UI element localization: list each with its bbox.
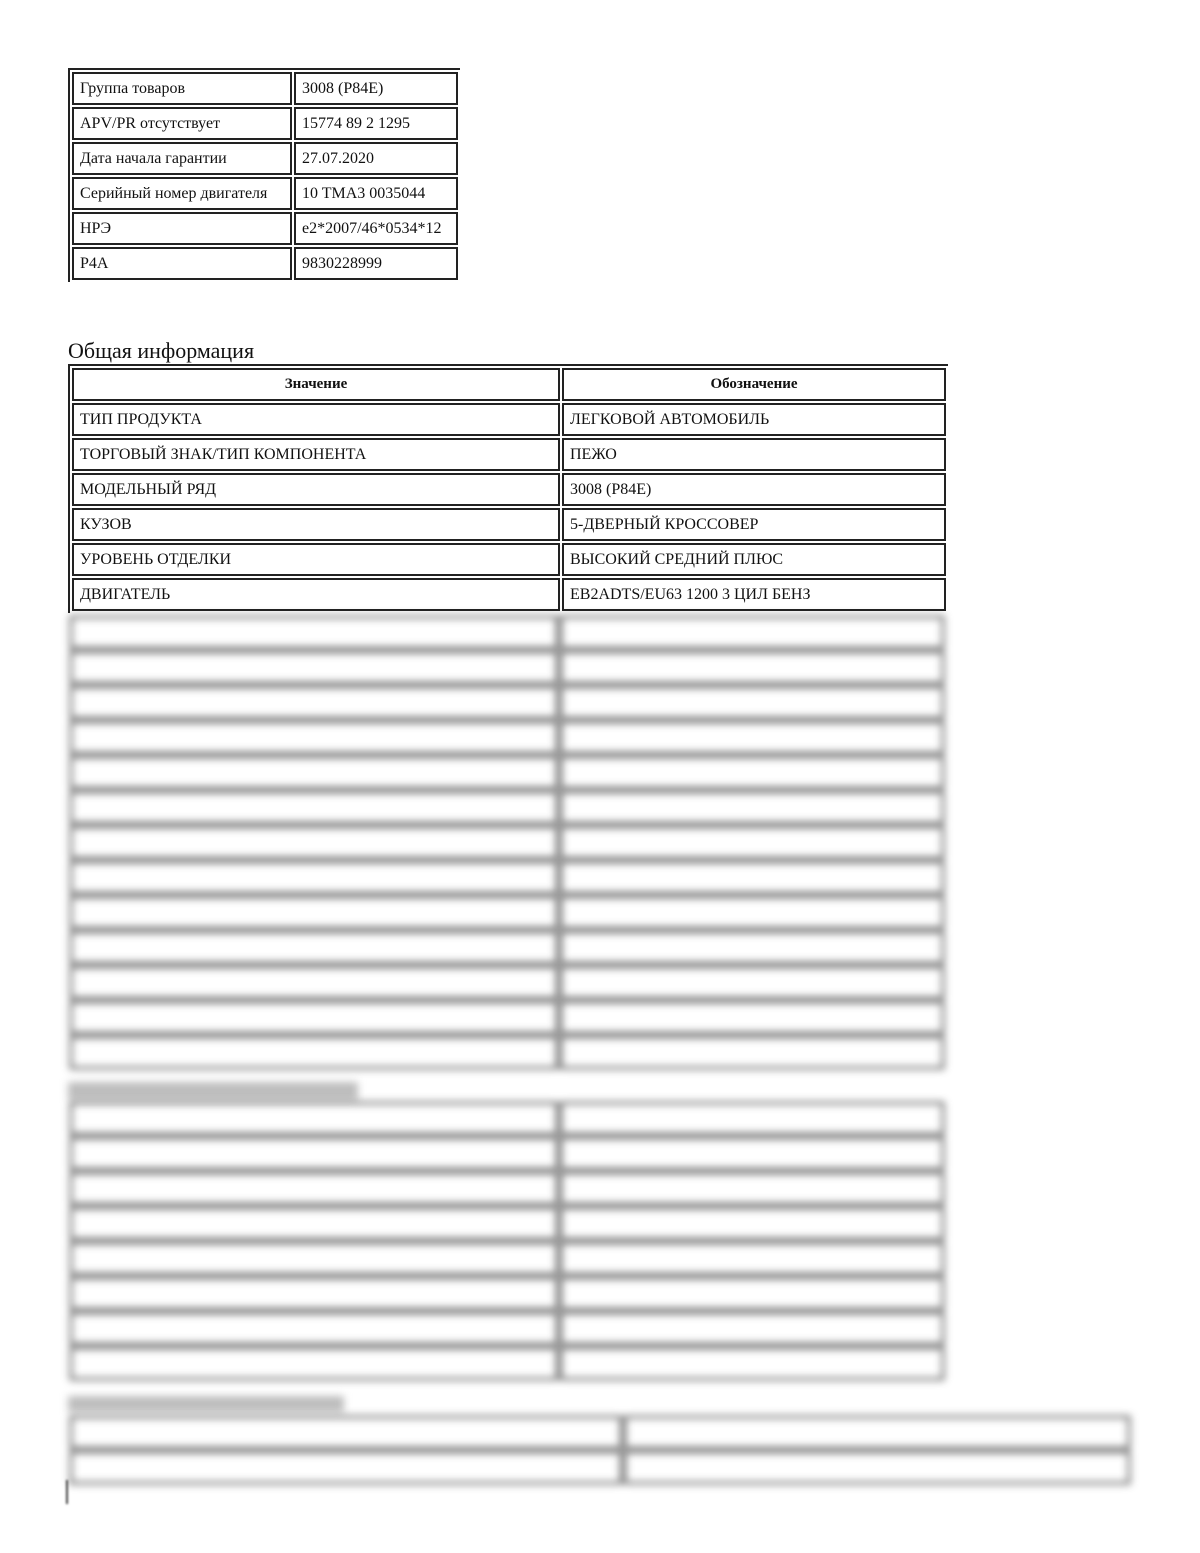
blurred-cell xyxy=(560,966,944,999)
info-key: Серийный номер двигателя xyxy=(72,177,292,210)
blurred-row xyxy=(70,931,944,964)
blurred-cell xyxy=(70,651,558,684)
blurred-cell xyxy=(70,826,558,859)
blurred-cell xyxy=(70,1242,558,1275)
blurred-cell xyxy=(70,721,558,754)
info-value: 27.07.2020 xyxy=(294,142,458,175)
cell-value: КУЗОВ xyxy=(72,508,560,541)
table-row xyxy=(72,438,946,471)
cell-designation: ПЕЖО xyxy=(562,438,946,471)
column-header-value: Значение xyxy=(72,368,560,401)
blurred-row xyxy=(70,1347,944,1380)
blurred-row xyxy=(70,1172,944,1205)
blurred-row xyxy=(70,651,944,684)
cell-designation: EB2ADTS/EU63 1200 3 ЦИЛ БЕНЗ xyxy=(562,578,946,611)
cell-value: ДВИГАТЕЛЬ xyxy=(72,578,560,611)
cell-value: ТИП ПРОДУКТА xyxy=(72,403,560,436)
info-key: НРЭ xyxy=(72,212,292,245)
blurred-cell xyxy=(560,651,944,684)
blurred-section-title xyxy=(68,1082,358,1100)
cell-designation: ЛЕГКОВОЙ АВТОМОБИЛЬ xyxy=(562,403,946,436)
info-value: e2*2007/46*0534*12 xyxy=(294,212,458,245)
blurred-cell xyxy=(70,791,558,824)
blurred-cell xyxy=(70,686,558,719)
blurred-row xyxy=(70,1242,944,1275)
blurred-cell xyxy=(560,826,944,859)
blurred-cell xyxy=(560,616,944,649)
blurred-cell xyxy=(70,1102,558,1135)
section-title-general: Общая информация xyxy=(68,338,255,363)
cell-designation: 3008 (P84E) xyxy=(562,473,946,506)
cell-designation: 5-ДВЕРНЫЙ КРОССОВЕР xyxy=(562,508,946,541)
table-row xyxy=(72,72,458,105)
blurred-cell xyxy=(624,1416,1130,1449)
blurred-row xyxy=(70,1451,1130,1484)
table-header-row xyxy=(72,368,946,401)
info-key: APV/PR отсутствует xyxy=(72,107,292,140)
blurred-cell xyxy=(70,1312,558,1345)
blurred-row xyxy=(70,1001,944,1034)
blurred-row xyxy=(70,1036,944,1069)
blurred-cell xyxy=(560,1207,944,1240)
blurred-header-row xyxy=(70,1102,944,1135)
info-key: Дата начала гарантии xyxy=(72,142,292,175)
blurred-row xyxy=(70,826,944,859)
blurred-cell xyxy=(560,791,944,824)
blurred-cell xyxy=(70,756,558,789)
blurred-cell xyxy=(560,686,944,719)
blurred-cell xyxy=(70,1036,558,1069)
blurred-row xyxy=(70,1312,944,1345)
blurred-row xyxy=(70,1277,944,1310)
table-row xyxy=(72,107,458,140)
cell-value: ТОРГОВЫЙ ЗНАК/ТИП КОМПОНЕНТА xyxy=(72,438,560,471)
vehicle-info-table xyxy=(68,68,460,282)
table-row xyxy=(72,473,946,506)
column-header-designation: Обозначение xyxy=(562,368,946,401)
blurred-cell xyxy=(70,1001,558,1034)
info-value: 9830228999 xyxy=(294,247,458,280)
table-row xyxy=(72,403,946,436)
blurred-cell xyxy=(70,966,558,999)
blurred-cell xyxy=(560,1347,944,1380)
blurred-cell xyxy=(560,721,944,754)
table-row xyxy=(72,177,458,210)
general-info-table xyxy=(68,364,948,613)
blurred-row xyxy=(70,861,944,894)
blurred-cell xyxy=(560,1172,944,1205)
blurred-cell xyxy=(70,1347,558,1380)
blurred-cell xyxy=(70,861,558,894)
blurred-cell xyxy=(70,1137,558,1170)
blurred-cell xyxy=(70,616,558,649)
blurred-cell xyxy=(560,861,944,894)
blurred-section-title xyxy=(68,1396,344,1412)
cell-value: МОДЕЛЬНЫЙ РЯД xyxy=(72,473,560,506)
blurred-row xyxy=(70,756,944,789)
blurred-cell xyxy=(70,896,558,929)
table-row xyxy=(72,508,946,541)
blurred-row xyxy=(70,1207,944,1240)
blurred-fuel-table xyxy=(68,1414,1132,1486)
blurred-cell xyxy=(560,1137,944,1170)
blurred-row xyxy=(70,721,944,754)
table-row xyxy=(72,578,946,611)
blurred-general-rows xyxy=(68,614,946,1071)
info-value: 3008 (P84E) xyxy=(294,72,458,105)
blurred-cell xyxy=(70,1277,558,1310)
cell-designation: ВЫСОКИЙ СРЕДНИЙ ПЛЮС xyxy=(562,543,946,576)
blurred-cell xyxy=(70,1172,558,1205)
table-row xyxy=(72,142,458,175)
blurred-row xyxy=(70,966,944,999)
info-value: 15774 89 2 1295 xyxy=(294,107,458,140)
page-edge-mark xyxy=(66,1480,68,1504)
blurred-cell xyxy=(560,1242,944,1275)
blurred-cell xyxy=(560,1312,944,1345)
blurred-cell xyxy=(560,1036,944,1069)
blurred-cell xyxy=(560,756,944,789)
info-value: 10 TMA3 0035044 xyxy=(294,177,458,210)
blurred-header-row xyxy=(70,1416,1130,1449)
cell-value: УРОВЕНЬ ОТДЕЛКИ xyxy=(72,543,560,576)
blurred-row xyxy=(70,686,944,719)
table-row xyxy=(72,543,946,576)
blurred-characteristics-table xyxy=(68,1100,946,1382)
blurred-cell xyxy=(560,896,944,929)
blurred-row xyxy=(70,1137,944,1170)
table-row xyxy=(72,212,458,245)
table-row xyxy=(72,247,458,280)
blurred-cell xyxy=(624,1451,1130,1484)
blurred-cell xyxy=(560,1001,944,1034)
blurred-cell xyxy=(70,1207,558,1240)
blurred-cell xyxy=(560,1277,944,1310)
blurred-row xyxy=(70,616,944,649)
blurred-cell xyxy=(70,931,558,964)
blurred-cell xyxy=(560,931,944,964)
blurred-cell xyxy=(560,1102,944,1135)
blurred-cell xyxy=(70,1416,622,1449)
blurred-row xyxy=(70,791,944,824)
blurred-row xyxy=(70,896,944,929)
blurred-cell xyxy=(70,1451,622,1484)
info-key: P4A xyxy=(72,247,292,280)
info-key: Группа товаров xyxy=(72,72,292,105)
